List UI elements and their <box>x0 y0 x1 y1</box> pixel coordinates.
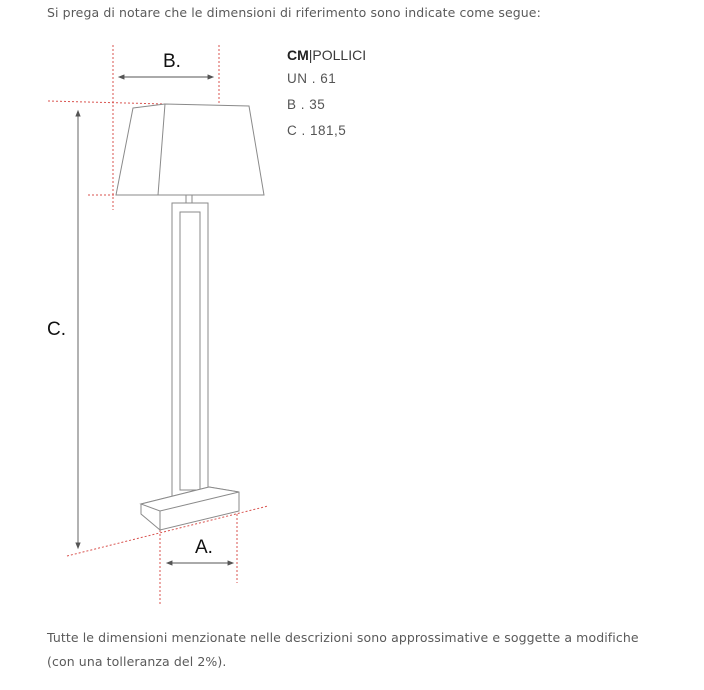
arrow-b-head-right <box>208 75 213 79</box>
arrow-b-head-left <box>119 75 124 79</box>
units-header <box>287 47 366 63</box>
lamp-shade <box>116 104 264 195</box>
disclaimer-line-2: (con una tolleranza del 2%). <box>47 654 227 669</box>
arrow-c-head-bottom <box>76 543 80 548</box>
dimension-b-value: 35 <box>309 97 326 112</box>
intro-note: Si prega di notare che le dimensioni di riferimento sono indicate come segue: <box>47 5 541 20</box>
unit-cm: CM <box>287 47 309 63</box>
dimension-c-row <box>287 123 346 138</box>
lamp-frame-inner <box>180 212 200 490</box>
dimension-b-row <box>287 97 325 112</box>
lamp-drawing <box>116 104 264 530</box>
unit-separator: | <box>308 47 313 63</box>
guide-c-top <box>48 101 165 104</box>
dimension-b-label: B . <box>287 97 306 112</box>
label-a: A. <box>195 537 213 558</box>
label-b: B. <box>163 51 181 72</box>
arrow-c-head-top <box>76 111 80 116</box>
dimension-a-row <box>287 71 336 86</box>
unit-inches: POLLICI <box>312 47 367 63</box>
lamp-socket <box>186 195 192 203</box>
disclaimer-note <box>47 626 667 674</box>
label-c: C. <box>47 319 66 340</box>
dimension-c-label: C . <box>287 123 306 138</box>
arrow-a-head-right <box>228 561 233 565</box>
disclaimer-line-1: Tutte le dimensioni menzionate nelle descrizioni sono approssimative e soggette a modifiche <box>47 630 639 645</box>
arrow-a-head-left <box>167 561 172 565</box>
dimension-a-label: UN . <box>287 71 316 86</box>
dimension-c-value: 181,5 <box>310 123 347 138</box>
dimension-a-value: 61 <box>320 71 337 86</box>
